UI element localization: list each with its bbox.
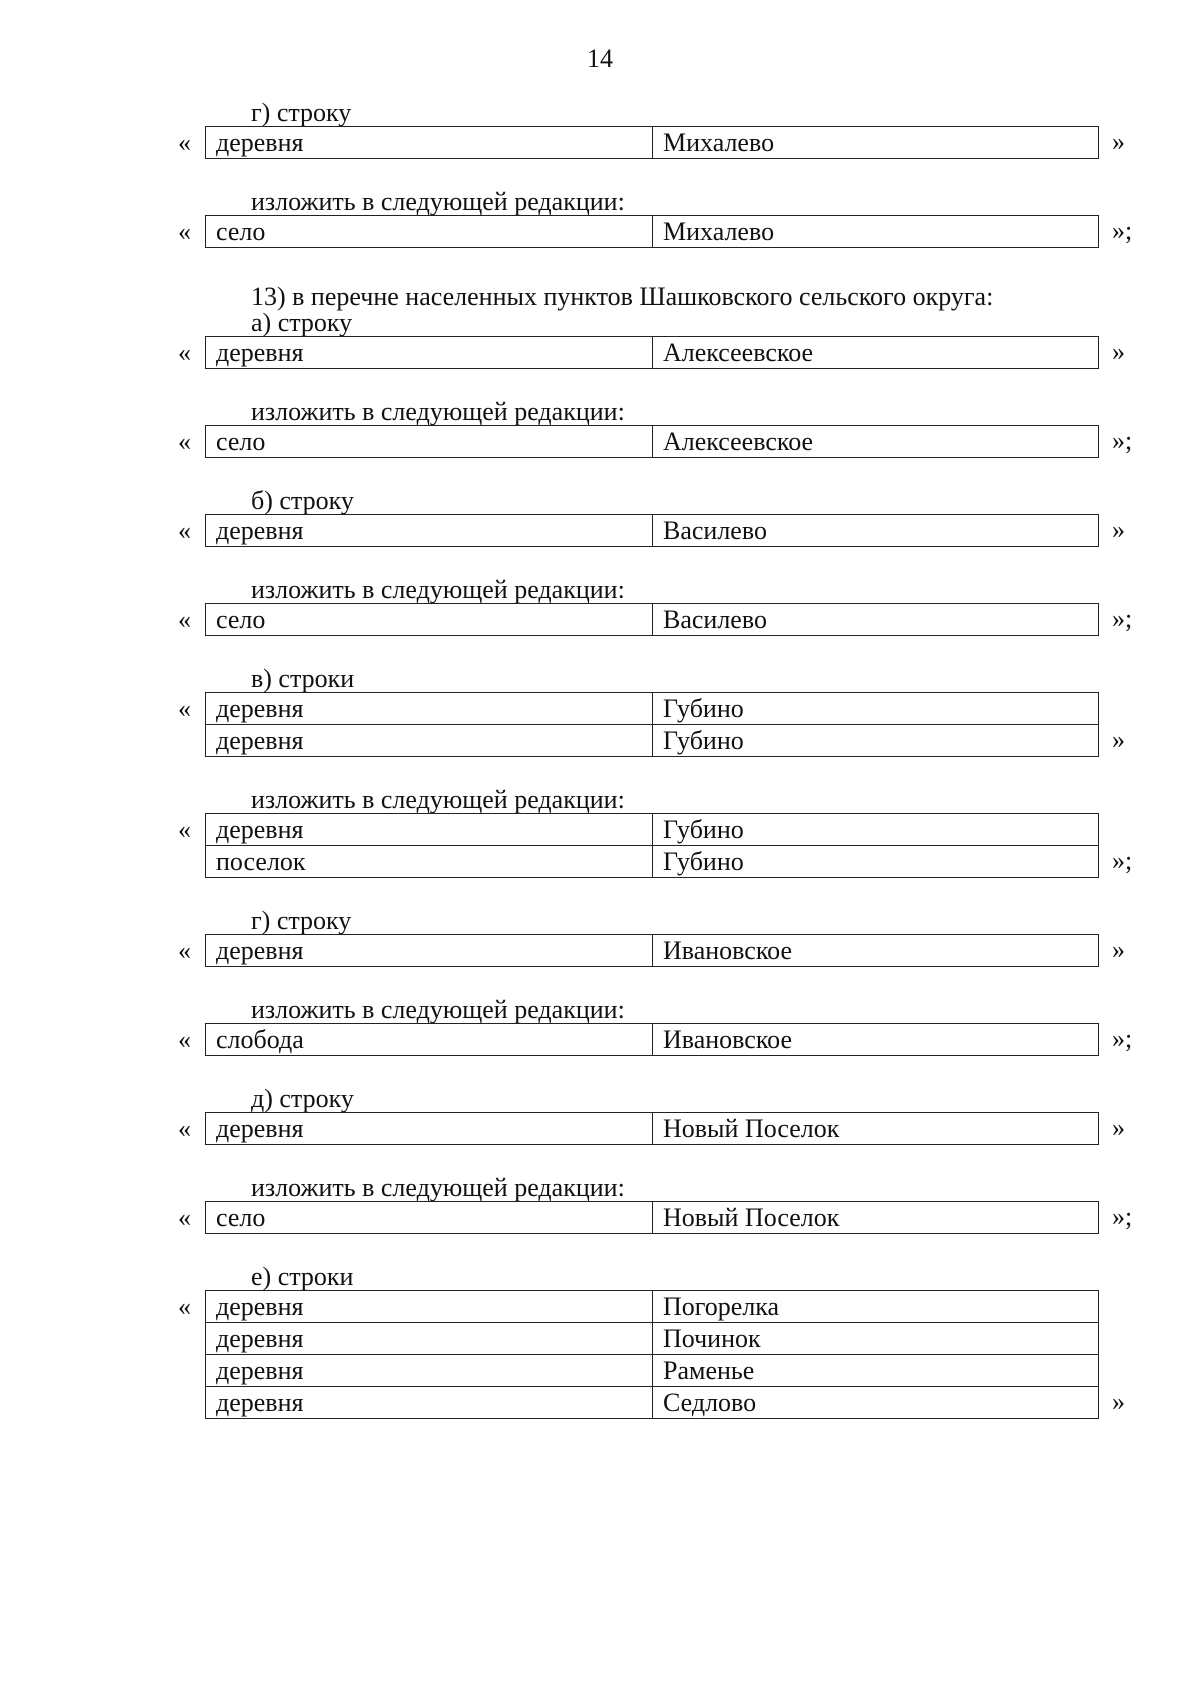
settlement-table	[205, 1023, 1099, 1056]
block-heading: е) строки	[251, 1262, 354, 1291]
table-row	[206, 515, 1099, 547]
closing-quote: »;	[1112, 1202, 1133, 1231]
spacer	[0, 458, 1200, 488]
table-row	[206, 725, 1099, 757]
settlement-type-cell: деревня	[206, 127, 653, 159]
settlement-name-cell: Губино	[653, 846, 1099, 878]
spacer	[0, 369, 1200, 399]
settlement-type-cell: деревня	[206, 935, 653, 967]
closing-quote: »	[1112, 1387, 1125, 1416]
settlement-table	[205, 1201, 1099, 1234]
settlement-type-cell: деревня	[206, 814, 653, 846]
table-row	[206, 1202, 1099, 1234]
amendment-block	[0, 189, 1200, 284]
spacer	[0, 636, 1200, 666]
block-subheading: а) строку	[251, 308, 353, 337]
settlement-table	[205, 425, 1099, 458]
opening-quote: «	[178, 128, 191, 157]
block-heading: 13) в перечне населенных пунктов Шашковского сельского округа:	[251, 282, 994, 311]
block-heading: изложить в следующей редакции:	[251, 785, 625, 814]
settlement-type-cell: деревня	[206, 1323, 653, 1355]
table-row	[206, 1113, 1099, 1145]
spacer	[0, 967, 1200, 997]
table-row	[206, 216, 1099, 248]
amendment-block	[0, 1175, 1200, 1264]
settlement-name-cell: Василево	[653, 604, 1099, 636]
closing-quote: »;	[1112, 216, 1133, 245]
table-row	[206, 846, 1099, 878]
settlement-type-cell: село	[206, 1202, 653, 1234]
settlement-name-cell: Ивановское	[653, 935, 1099, 967]
settlement-name-cell: Михалево	[653, 127, 1099, 159]
settlement-type-cell: деревня	[206, 1291, 653, 1323]
amendment-block	[0, 577, 1200, 666]
quoted-table	[0, 934, 1200, 967]
settlement-type-cell: деревня	[206, 693, 653, 725]
amendment-block	[0, 284, 1200, 399]
settlement-type-cell: деревня	[206, 725, 653, 757]
table-row	[206, 1387, 1099, 1419]
closing-quote: »	[1112, 515, 1125, 544]
settlement-name-cell: Раменье	[653, 1355, 1099, 1387]
amendment-block	[0, 908, 1200, 997]
opening-quote: «	[178, 694, 191, 723]
settlement-type-cell: слобода	[206, 1024, 653, 1056]
settlement-type-cell: село	[206, 604, 653, 636]
page-number: 14	[587, 44, 613, 73]
settlement-table	[205, 514, 1099, 547]
settlement-name-cell: Седлово	[653, 1387, 1099, 1419]
settlement-table	[205, 813, 1099, 878]
quoted-table	[0, 126, 1200, 159]
quoted-table	[0, 425, 1200, 458]
opening-quote: «	[178, 1203, 191, 1232]
opening-quote: «	[178, 1025, 191, 1054]
closing-quote: »	[1112, 127, 1125, 156]
closing-quote: »;	[1112, 846, 1133, 875]
block-heading: изложить в следующей редакции:	[251, 397, 625, 426]
table-row	[206, 337, 1099, 369]
amendment-block	[0, 100, 1200, 189]
table-row	[206, 1355, 1099, 1387]
settlement-type-cell: деревня	[206, 1387, 653, 1419]
amendment-block	[0, 666, 1200, 787]
table-row	[206, 1323, 1099, 1355]
block-heading: изложить в следующей редакции:	[251, 575, 625, 604]
block-heading: изложить в следующей редакции:	[251, 1173, 625, 1202]
spacer	[0, 248, 1200, 284]
opening-quote: «	[178, 217, 191, 246]
block-heading: б) строку	[251, 486, 354, 515]
opening-quote: «	[178, 1114, 191, 1143]
opening-quote: «	[178, 1292, 191, 1321]
block-heading: г) строку	[251, 906, 352, 935]
closing-quote: »	[1112, 935, 1125, 964]
settlement-type-cell: деревня	[206, 515, 653, 547]
opening-quote: «	[178, 516, 191, 545]
settlement-table	[205, 692, 1099, 757]
settlement-type-cell: поселок	[206, 846, 653, 878]
settlement-name-cell: Губино	[653, 693, 1099, 725]
settlement-table	[205, 126, 1099, 159]
settlement-type-cell: деревня	[206, 1355, 653, 1387]
settlement-name-cell: Алексеевское	[653, 426, 1099, 458]
settlement-table	[205, 215, 1099, 248]
quoted-table	[0, 692, 1200, 757]
closing-quote: »	[1112, 1113, 1125, 1142]
table-row	[206, 1024, 1099, 1056]
closing-quote: »;	[1112, 604, 1133, 633]
spacer	[0, 159, 1200, 189]
closing-quote: »;	[1112, 426, 1133, 455]
settlement-table	[205, 336, 1099, 369]
settlement-name-cell: Новый Поселок	[653, 1113, 1099, 1145]
opening-quote: «	[178, 815, 191, 844]
block-heading: г) строку	[251, 98, 352, 127]
table-row	[206, 604, 1099, 636]
quoted-table	[0, 1290, 1200, 1419]
block-heading: д) строку	[251, 1084, 354, 1113]
quoted-table	[0, 1112, 1200, 1145]
table-row	[206, 814, 1099, 846]
quoted-table	[0, 514, 1200, 547]
settlement-name-cell: Губино	[653, 725, 1099, 757]
amendment-block	[0, 997, 1200, 1086]
table-row	[206, 693, 1099, 725]
quoted-table	[0, 336, 1200, 369]
settlement-name-cell: Алексеевское	[653, 337, 1099, 369]
opening-quote: «	[178, 427, 191, 456]
settlement-table	[205, 1112, 1099, 1145]
block-heading: изложить в следующей редакции:	[251, 995, 625, 1024]
opening-quote: «	[178, 338, 191, 367]
amendment-block	[0, 399, 1200, 488]
table-row	[206, 426, 1099, 458]
block-heading: в) строки	[251, 664, 355, 693]
settlement-name-cell: Погорелка	[653, 1291, 1099, 1323]
settlement-name-cell: Василево	[653, 515, 1099, 547]
quoted-table	[0, 1201, 1200, 1234]
settlement-type-cell: деревня	[206, 337, 653, 369]
settlement-table	[205, 1290, 1099, 1419]
spacer	[0, 1234, 1200, 1264]
amendment-block	[0, 1264, 1200, 1419]
table-row	[206, 1291, 1099, 1323]
amendment-block	[0, 787, 1200, 908]
settlement-name-cell: Губино	[653, 814, 1099, 846]
settlement-name-cell: Новый Поселок	[653, 1202, 1099, 1234]
settlement-name-cell: Починок	[653, 1323, 1099, 1355]
quoted-table	[0, 603, 1200, 636]
settlement-name-cell: Ивановское	[653, 1024, 1099, 1056]
opening-quote: «	[178, 936, 191, 965]
closing-quote: »	[1112, 725, 1125, 754]
closing-quote: »	[1112, 337, 1125, 366]
settlement-table	[205, 934, 1099, 967]
closing-quote: »;	[1112, 1024, 1133, 1053]
document-body	[0, 100, 1200, 1419]
amendment-block	[0, 488, 1200, 577]
amendment-block	[0, 1086, 1200, 1175]
settlement-type-cell: село	[206, 216, 653, 248]
table-row	[206, 935, 1099, 967]
settlement-table	[205, 603, 1099, 636]
settlement-type-cell: деревня	[206, 1113, 653, 1145]
quoted-table	[0, 1023, 1200, 1056]
spacer	[0, 547, 1200, 577]
spacer	[0, 757, 1200, 787]
table-row	[206, 127, 1099, 159]
spacer	[0, 1056, 1200, 1086]
quoted-table	[0, 215, 1200, 248]
block-heading: изложить в следующей редакции:	[251, 187, 625, 216]
opening-quote: «	[178, 605, 191, 634]
spacer	[0, 1145, 1200, 1175]
settlement-type-cell: село	[206, 426, 653, 458]
spacer	[0, 878, 1200, 908]
settlement-name-cell: Михалево	[653, 216, 1099, 248]
quoted-table	[0, 813, 1200, 878]
